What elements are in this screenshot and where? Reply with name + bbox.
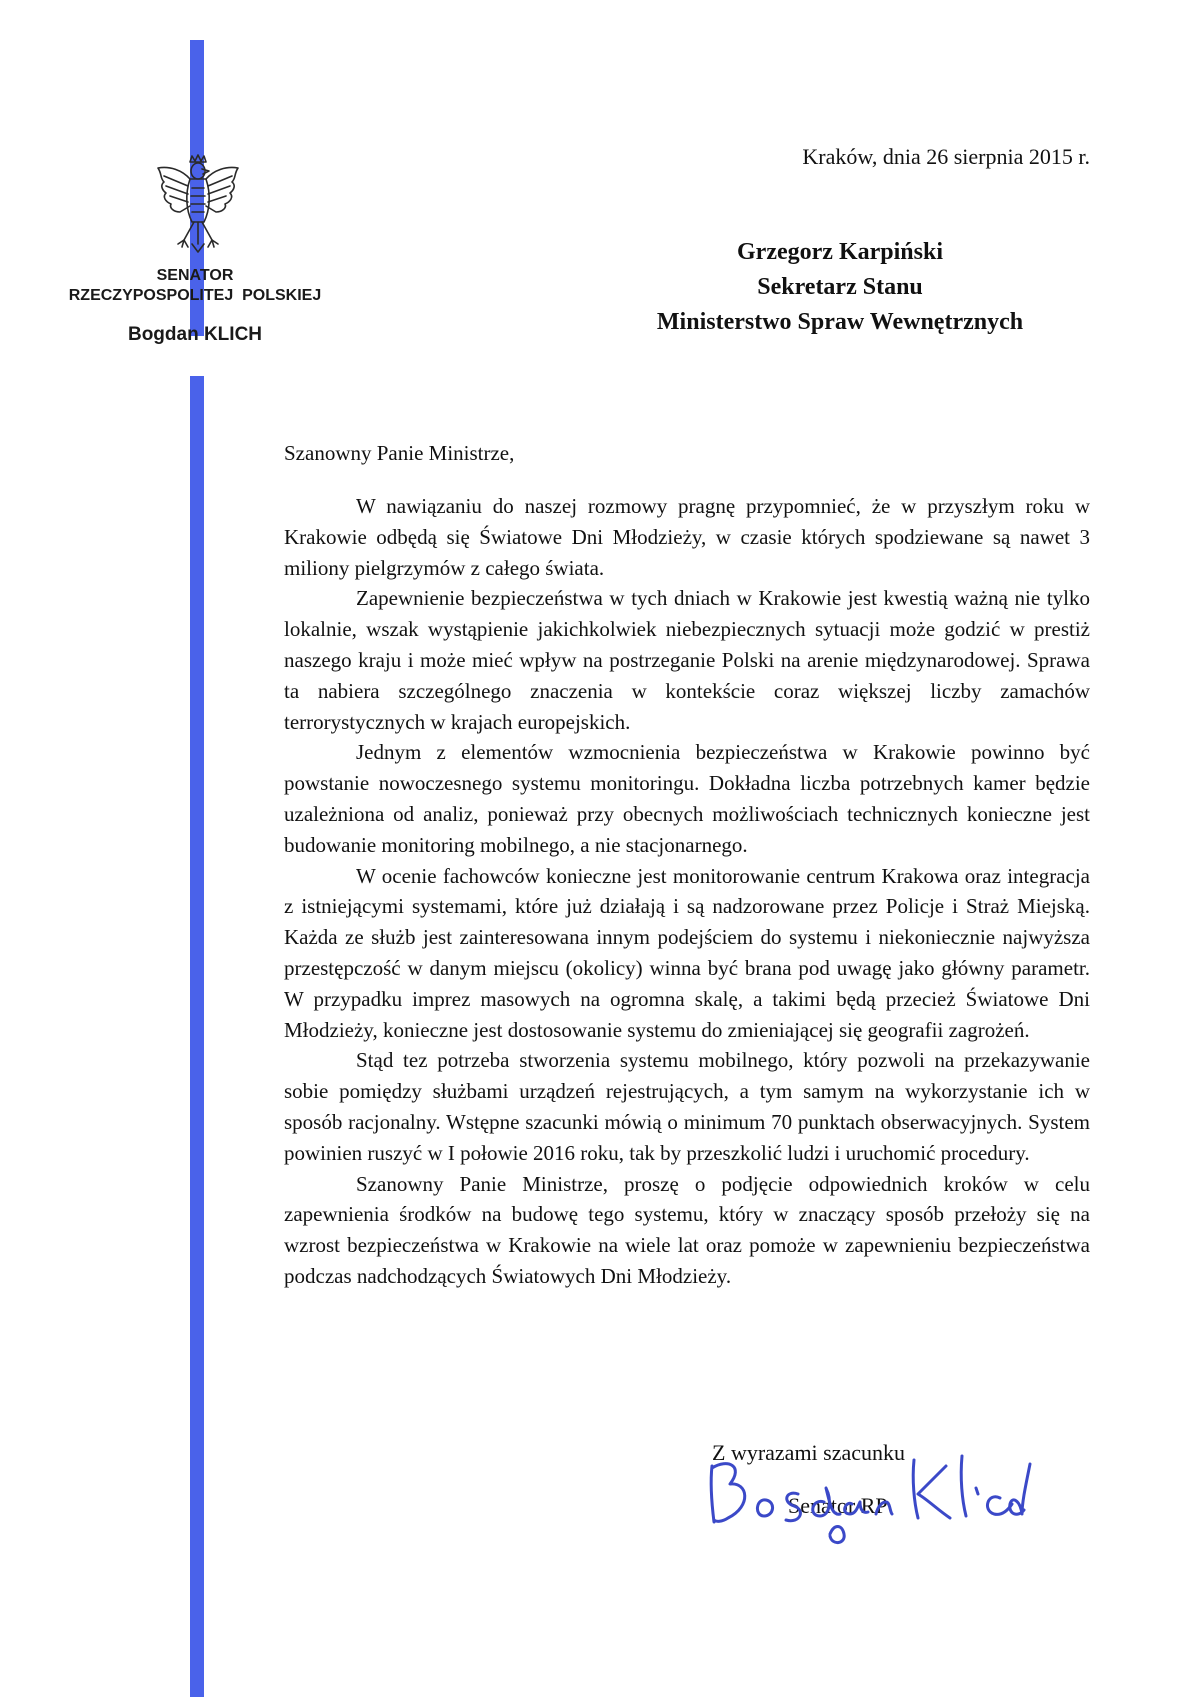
recipient-role: Sekretarz Stanu bbox=[757, 274, 923, 300]
body-paragraph: Jednym z elementów wzmocnienia bezpieczeństwa w Krakowie powinno być powstanie nowoczesnego systemu monitoringu. Dokładna liczba potrzebnych kamer będzie uzależniona od analiz, ponieważ przy obecnych możliwościach technicznych konieczne jest budowanie monitoring mobilnego, a nie stacjonarnego. bbox=[284, 740, 1090, 857]
body-paragraph: W ocenie fachowców konieczne jest monitorowanie centrum Krakowa oraz integracja z istniejącymi systemami, które już działają i są nadzorowane przez Policje i Straż Miejską. Każda ze służb jest zainteresowana innym podejściem do systemu i niekoniecznie najwyższa przestępczość w danym miejscu (okolicy) winna być brana pod uwagę jako główny parametr. W przypadku imprez masowych na ogromna skalę, a takimi będą przecież Światowe Dni Młodzieży, konieczne jest dostosowanie systemu do zmieniającej się geografii zagrożeń. bbox=[284, 863, 1090, 1042]
body-paragraph: Stąd tez potrzeba stworzenia systemu mobilnego, który pozwoli na przekazywanie sobie pomiędzy służbami urządzeń rejestrujących, a tym samym na wykorzystanie ich w sposób racjonalny. Wstępne szacunki mówią o minimum 70 punktach obserwacyjnych. System powinien ruszyć w I połowie 2016 roku, tak by przeszkolić ludzi i uruchomić procedury. bbox=[284, 1048, 1090, 1165]
handwritten-signature bbox=[700, 1444, 1040, 1548]
body-paragraph: Szanowny Panie Ministrze, proszę o podjęcie odpowiednich kroków w celu zapewnienia środków na budowę tego systemu, który w znaczący sposób przełoży się na wzrost bezpieczeństwa w Krakowie na wiele lat oraz pomoże w zapewnieniu bezpieczeństwa podczas nadchodzących Światowych Dni Młodzieży. bbox=[284, 1171, 1090, 1288]
date-line: Kraków, dnia 26 sierpnia 2015 r. bbox=[802, 144, 1090, 169]
salutation: Szanowny Panie Ministrze, bbox=[284, 441, 515, 465]
body-paragraph: Zapewnienie bezpieczeństwa w tych dniach w Krakowie jest kwestią ważną nie tylko lokalnie, wszak wystąpienie jakichkolwiek niebezpiecznych sytuacji może godzić w prestiż naszego kraju i może mieć wpływ na postrzeganie Polski na arenie międzynarodowej. Sprawa ta nabiera szczególnego znaczenia w kontekście coraz większej liczby zamachów terrorystycznych w krajach europejskich. bbox=[284, 586, 1090, 734]
sender-title: SENATOR bbox=[156, 267, 234, 284]
signer-title: Senator RP bbox=[788, 1493, 888, 1518]
closing-greeting: Z wyrazami szacunku bbox=[712, 1440, 906, 1465]
recipient-name: Grzegorz Karpiński bbox=[737, 239, 943, 265]
accent-bar-bottom bbox=[190, 376, 204, 1697]
recipient-organization: Ministerstwo Spraw Wewnętrznych bbox=[656, 309, 1024, 335]
letter-body bbox=[284, 491, 1090, 1292]
sender-organization: RZECZYPOSPOLITEJ POLSKIEJ bbox=[68, 287, 322, 304]
sender-name: Bogdan KLICH bbox=[127, 324, 263, 345]
body-paragraph: W nawiązaniu do naszej rozmowy pragnę przypomnieć, że w przyszłym roku w Krakowie odbędą się Światowe Dni Młodzieży, w czasie których spodziewane są nawet 3 miliony pielgrzymów z całego świata. bbox=[284, 494, 1090, 580]
polish-eagle-emblem-icon bbox=[152, 152, 244, 258]
